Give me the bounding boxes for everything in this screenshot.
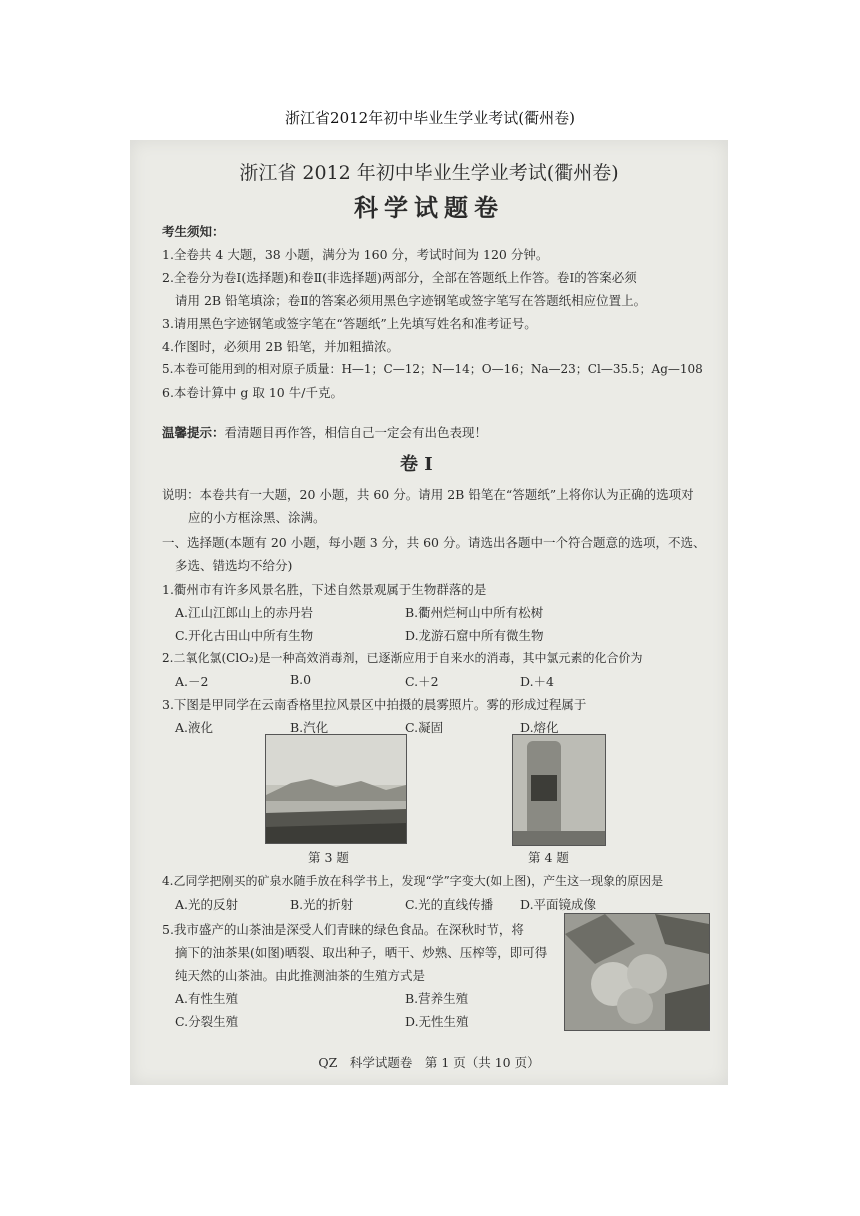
explain-text: 说明：本卷共有一大题，20 小题，共 60 分。请用 2B 铅笔在“答题纸”上将你认为正确的选项对 <box>162 487 694 502</box>
option: A.液化 <box>175 720 214 735</box>
option: C.光的直线传播 <box>405 897 494 912</box>
option: C.凝固 <box>405 720 444 735</box>
tip-label: 温馨提示： <box>162 425 225 440</box>
question-1: 1.衢州市有许多风景名胜，下述自然景观属于生物群落的是 <box>162 582 487 597</box>
question-5: 5.我市盛产的山茶油是深受人们青睐的绿色食品。在深秋时节，将 <box>162 922 524 937</box>
exam-subject-title: 科学试题卷 <box>354 193 504 222</box>
question-2: 2.二氧化氯(ClO₂)是一种高效消毒剂，已逐渐应用于自来水的消毒，其中氯元素的化合价为 <box>162 651 643 665</box>
figure-caption: 第 3 题 <box>308 850 349 865</box>
option: D.＋4 <box>520 674 555 689</box>
option: B.光的折射 <box>290 897 354 912</box>
exam-heading: 浙江省 2012 年初中毕业生学业考试(衢州卷) <box>239 162 619 184</box>
page-title: 浙江省2012年初中毕业生学业考试(衢州卷) <box>285 109 575 127</box>
option: C.开化古田山中所有生物 <box>175 628 314 643</box>
option: B.衢州烂柯山中所有松树 <box>405 605 544 620</box>
option: A.江山江郎山上的赤丹岩 <box>175 605 314 620</box>
option: B.汽化 <box>290 720 329 735</box>
question-4: 4.乙同学把刚买的矿泉水随手放在科学书上，发现“学”字变大(如上图)，产生这一现象的原因是 <box>162 874 664 888</box>
notice-item: 5.本卷可能用到的相对原子质量：H—1；C—12；N—14；O—16；Na—23；Cl—35.5；Ag—108 <box>162 362 703 376</box>
scanned-exam-page <box>130 140 728 1085</box>
notice-item: 1.全卷共 4 大题，38 小题，满分为 160 分，考试时间为 120 分钟。 <box>162 247 549 262</box>
option: A.－2 <box>175 674 209 689</box>
question-3: 3.下图是甲同学在云南香格里拉风景区中拍摄的晨雾照片。雾的形成过程属于 <box>162 697 587 712</box>
explain-text: 应的小方框涂黑、涂满。 <box>188 510 326 525</box>
notice-item: 6.本卷计算中 g 取 10 牛/千克。 <box>162 385 343 400</box>
water-bottle-photo <box>512 734 606 846</box>
page-footer: QZ 科学试题卷 第 1 页（共 10 页） <box>318 1055 540 1070</box>
option: D.无性生殖 <box>405 1014 469 1029</box>
option: A.有性生殖 <box>175 991 239 1006</box>
notice-title: 考生须知： <box>162 224 225 239</box>
question-5: 摘下的油茶果(如图)晒裂、取出种子，晒干、炒熟、压榨等，即可得 <box>175 945 548 960</box>
option: A.光的反射 <box>175 897 239 912</box>
option: C.＋2 <box>405 674 439 689</box>
option: B.0 <box>290 672 312 687</box>
option: B.营养生殖 <box>405 991 469 1006</box>
tip-text: 看清题目再作答，相信自己一定会有出色表现！ <box>224 425 488 440</box>
fog-mountain-photo <box>265 734 407 844</box>
option: C.分裂生殖 <box>175 1014 239 1029</box>
question-5: 纯天然的山茶油。由此推测油茶的生殖方式是 <box>175 968 426 983</box>
option: D.熔化 <box>520 720 559 735</box>
notice-item: 4.作图时，必须用 2B 铅笔，并加粗描浓。 <box>162 339 400 354</box>
section-heading: 一、选择题(本题有 20 小题，每小题 3 分，共 60 分。请选出各题中一个符合题意的选项，不选、 <box>162 535 706 550</box>
notice-item: 请用 2B 铅笔填涂；卷Ⅱ的答案必须用黑色字迹钢笔或签字笔写在答题纸相应位置上。 <box>175 293 647 308</box>
notice-item: 3.请用黑色字迹钢笔或签字笔在“答题纸”上先填写姓名和准考证号。 <box>162 316 537 331</box>
camellia-fruit-photo <box>564 913 710 1031</box>
section-heading: 多选、错选均不给分) <box>175 558 293 573</box>
option: D.平面镜成像 <box>520 897 597 912</box>
option: D.龙游石窟中所有微生物 <box>405 628 544 643</box>
tip <box>162 423 487 441</box>
volume-heading: 卷 Ⅰ <box>400 454 433 475</box>
notice-item: 2.全卷分为卷Ⅰ(选择题)和卷Ⅱ(非选择题)两部分，全部在答题纸上作答。卷Ⅰ的答案必须 <box>162 270 637 285</box>
figure-caption: 第 4 题 <box>528 850 569 865</box>
